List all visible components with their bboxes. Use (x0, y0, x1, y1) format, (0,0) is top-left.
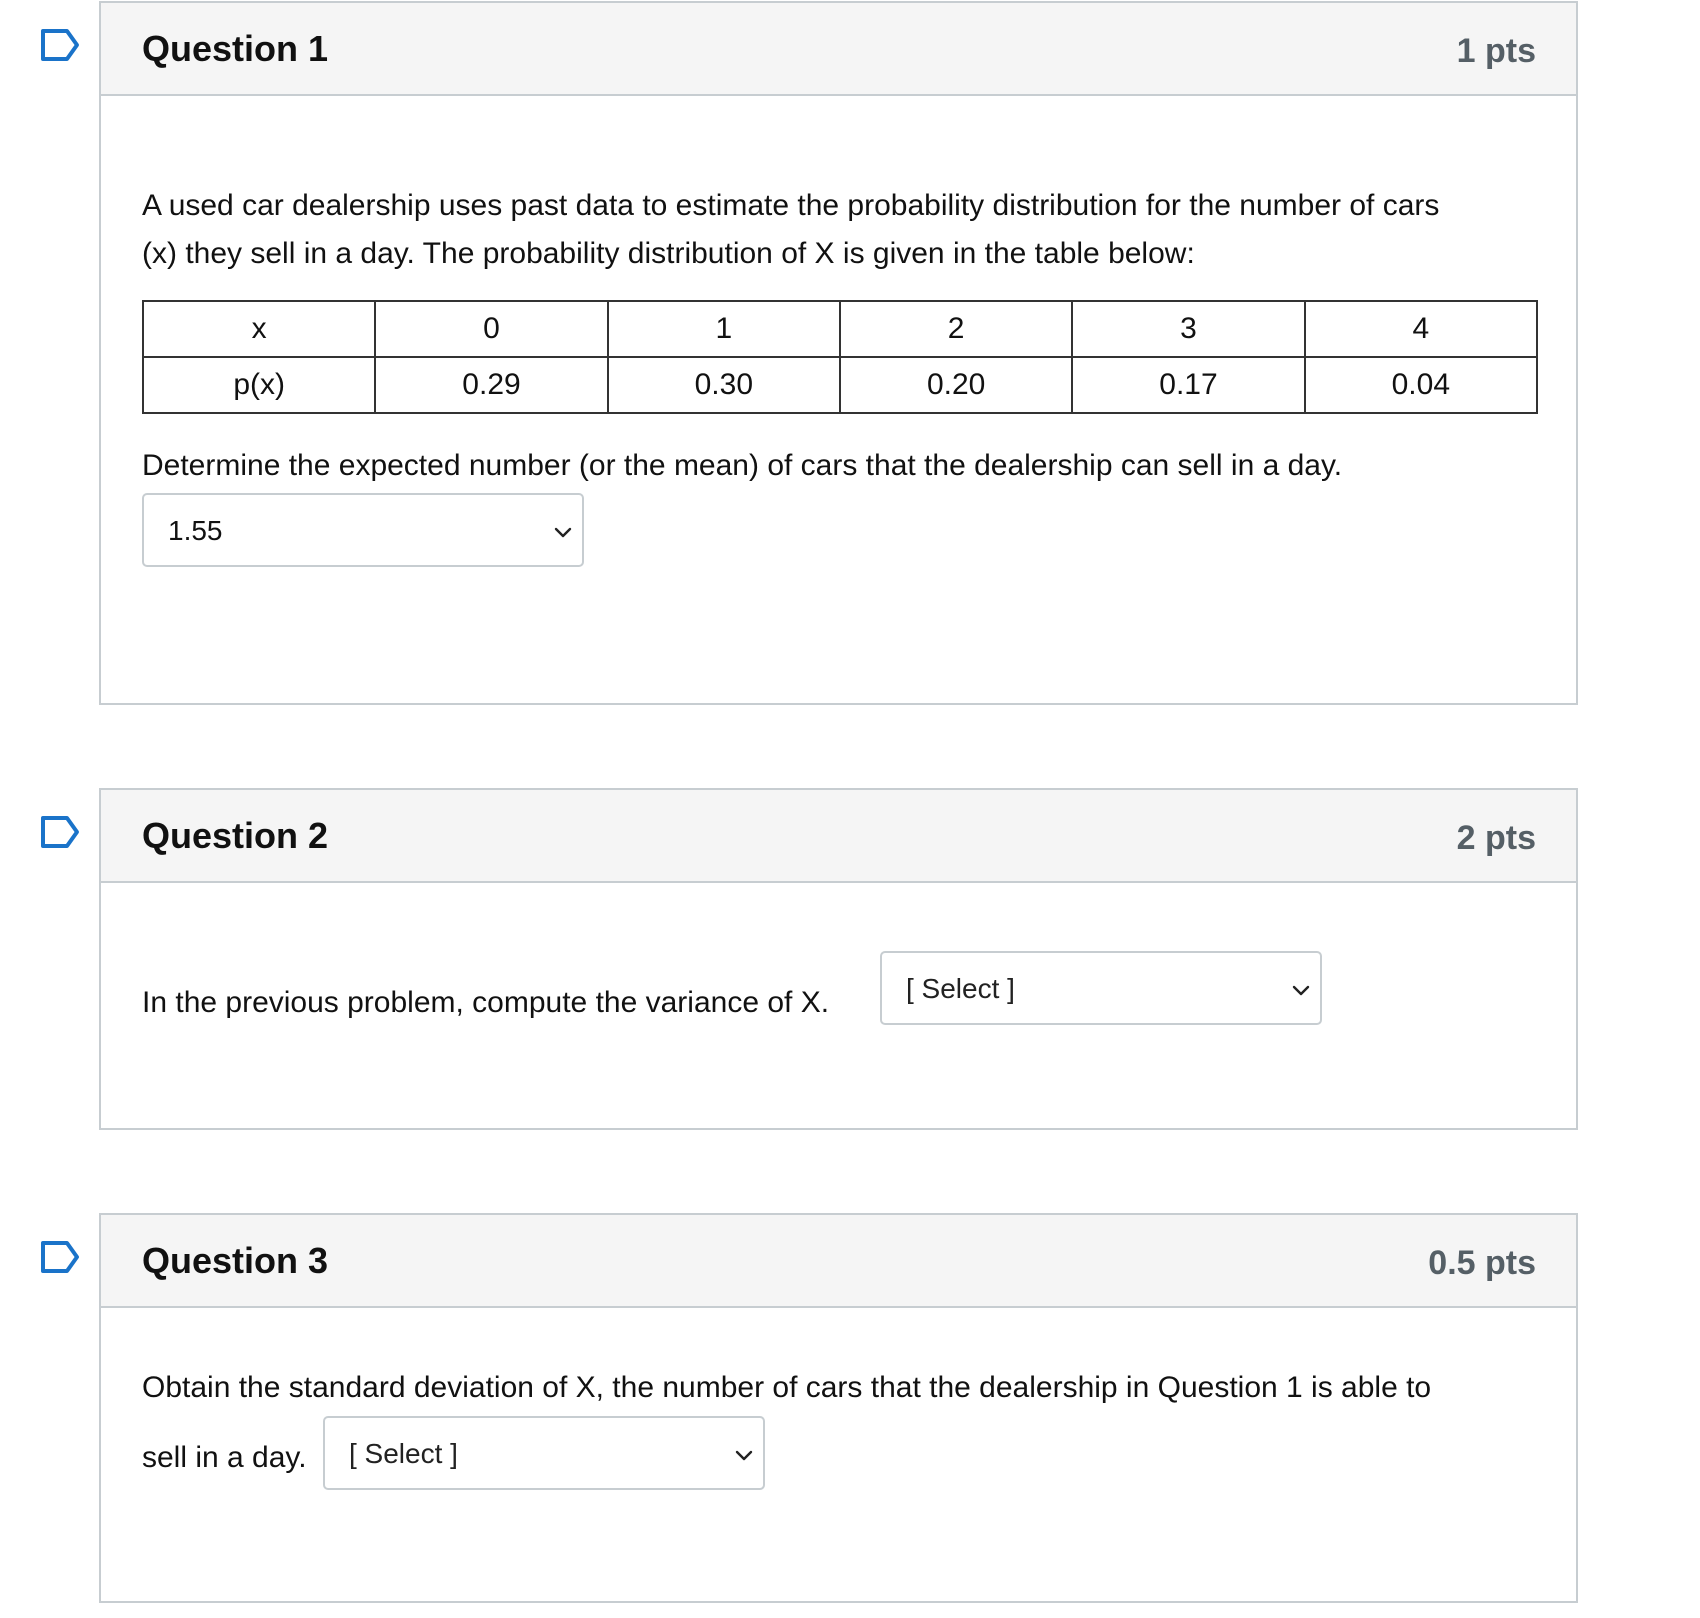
question-2-points: 2 pts (1456, 819, 1536, 857)
question-2-header (101, 790, 1576, 883)
table-cell: 2 (840, 301, 1072, 357)
question-3-prompt-line2: sell in a day. (142, 1441, 307, 1474)
question-2-prompt: In the previous problem, compute the variance of X. (142, 986, 830, 1019)
table-cell: p(x) (143, 357, 375, 413)
question-1-answer-select[interactable] (142, 493, 584, 567)
table-cell: 1 (608, 301, 840, 357)
flag-question-1-icon[interactable] (40, 28, 80, 62)
question-1-selected-value: 1.55 (168, 515, 223, 546)
table-cell: 0.20 (840, 357, 1072, 413)
question-1-prompt: Determine the expected number (or the mean) of cars that the dealership can sell in a day. (142, 449, 1343, 482)
table-row-x (143, 301, 1537, 357)
flag-question-3-icon[interactable] (40, 1240, 80, 1274)
table-cell: 0.17 (1072, 357, 1304, 413)
table-cell: 0.30 (608, 357, 840, 413)
table-row-px (143, 357, 1537, 413)
question-3-prompt-line1: Obtain the standard deviation of X, the number of cars that the dealership in Question 1 is able to (142, 1371, 1432, 1404)
table-cell: 0.04 (1305, 357, 1537, 413)
flag-question-2-icon[interactable] (40, 815, 80, 849)
question-1-intro-line1: A used car dealership uses past data to estimate the probability distribution for the number of cars (142, 189, 1440, 222)
question-2-answer-select[interactable] (880, 951, 1322, 1025)
question-2-selected-value: [ Select ] (906, 973, 1015, 1004)
table-cell: 0.29 (375, 357, 607, 413)
question-3-title: Question 3 (142, 1240, 329, 1281)
chevron-down-icon (1290, 979, 1312, 1001)
question-1-header (101, 3, 1576, 96)
question-1-intro-line2: (x) they sell in a day. The probability distribution of X is given in the table below: (142, 237, 1195, 270)
chevron-down-icon (552, 521, 574, 543)
table-cell: 4 (1305, 301, 1537, 357)
table-cell: x (143, 301, 375, 357)
question-2-title: Question 2 (142, 815, 329, 856)
probability-distribution-table (142, 300, 1538, 414)
question-3-answer-select[interactable] (323, 1416, 765, 1490)
chevron-down-icon (733, 1444, 755, 1466)
question-3-points: 0.5 pts (1428, 1244, 1536, 1282)
question-3-header (101, 1215, 1576, 1308)
question-3 (99, 1213, 1578, 1603)
question-2 (99, 788, 1578, 1130)
question-1 (99, 1, 1578, 705)
table-cell: 0 (375, 301, 607, 357)
table-cell: 3 (1072, 301, 1304, 357)
question-3-selected-value: [ Select ] (349, 1438, 458, 1469)
question-1-points: 1 pts (1456, 32, 1536, 70)
question-1-title: Question 1 (142, 28, 329, 69)
